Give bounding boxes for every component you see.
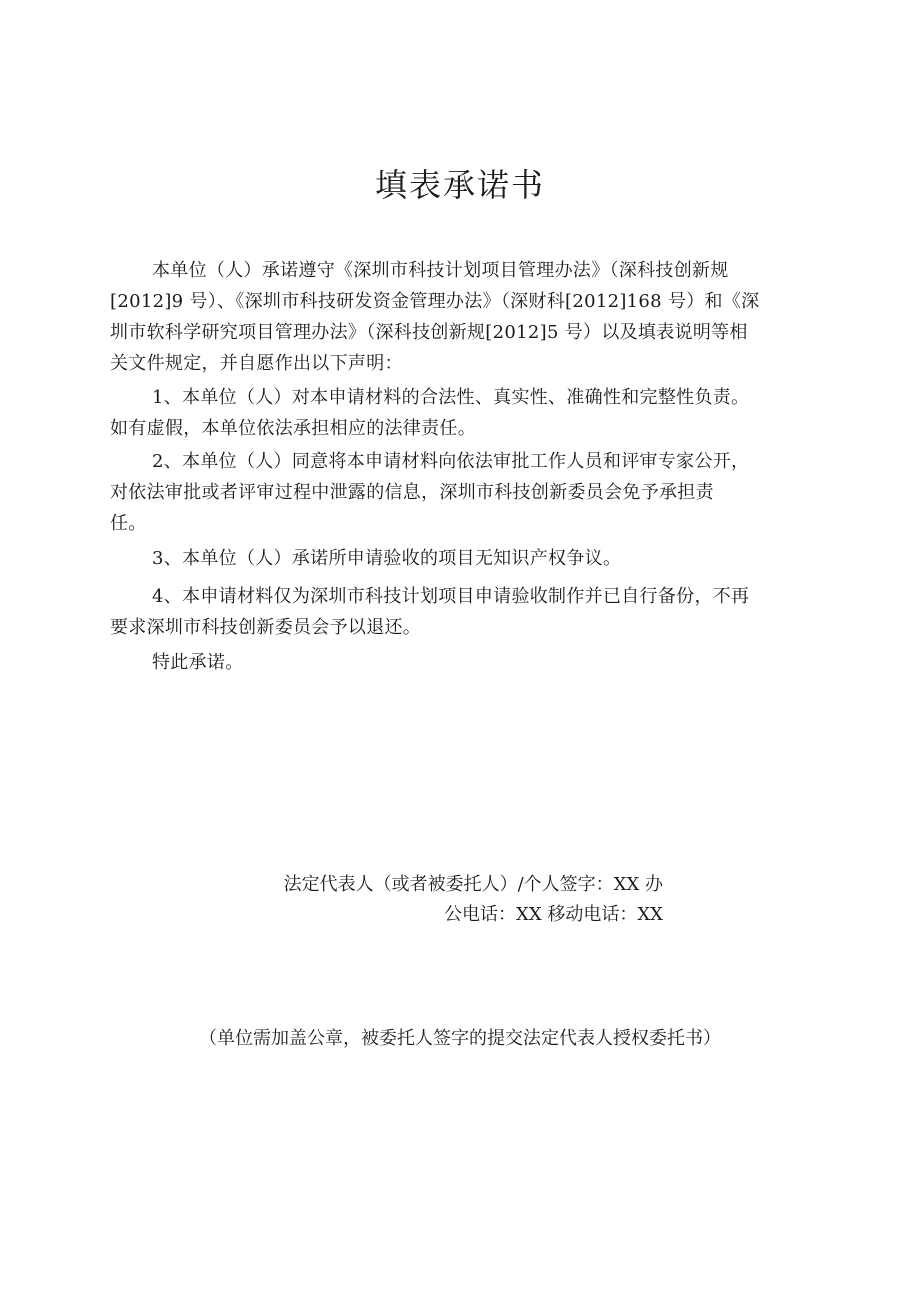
signature-line: 法定代表人（或者被委托人）/个人签字：XX 办 (283, 874, 663, 895)
intro-line: [2012]9 号）、《深圳市科技研发资金管理办法》（深财科[2012]168 号）和《深 (110, 291, 760, 312)
intro-line: 本单位（人）承诺遵守《深圳市科技计划项目管理办法》（深科技创新规 (152, 260, 729, 281)
item-line: 要求深圳市科技创新委员会予以退还。 (110, 617, 422, 638)
intro-paragraph (110, 255, 810, 379)
item-line: 任。 (110, 513, 147, 534)
item-line: 如有虚假，本单位依法承担相应的法律责任。 (110, 418, 476, 439)
intro-line: 关文件规定，并自愿作出以下声明： (110, 353, 403, 374)
signature-line: 公电话：XX 移动电话：XX (444, 904, 663, 925)
item-line: 2、本单位（人）同意将本申请材料向依法审批工作人员和评审专家公开， (152, 451, 750, 472)
signature-block (110, 870, 663, 930)
declaration-item-3 (110, 543, 810, 574)
item-line: 4、本申请材料仅为深圳市科技计划项目申请验收制作并已自行备份，不再 (152, 586, 750, 607)
closing-statement (110, 647, 810, 678)
closing-line: 特此承诺。 (152, 652, 244, 673)
item-line: 3、本单位（人）承诺所申请验收的项目无知识产权争议。 (152, 548, 622, 569)
item-line: 1、本单位（人）对本申请材料的合法性、真实性、准确性和完整性负责。 (152, 387, 750, 408)
footer-note: （单位需加盖公章，被委托人签字的提交法定代表人授权委托书） (199, 1028, 721, 1049)
declaration-item-1 (110, 382, 810, 444)
item-line: 对依法审批或者评审过程中泄露的信息，深圳市科技创新委员会免予承担责 (110, 482, 714, 503)
document-title: 填表承诺书 (374, 166, 545, 204)
declaration-item-4 (110, 581, 810, 643)
intro-line: 圳市软科学研究项目管理办法》（深科技创新规[2012]5 号）以及填表说明等相 (110, 322, 748, 343)
declaration-item-2 (110, 446, 810, 539)
